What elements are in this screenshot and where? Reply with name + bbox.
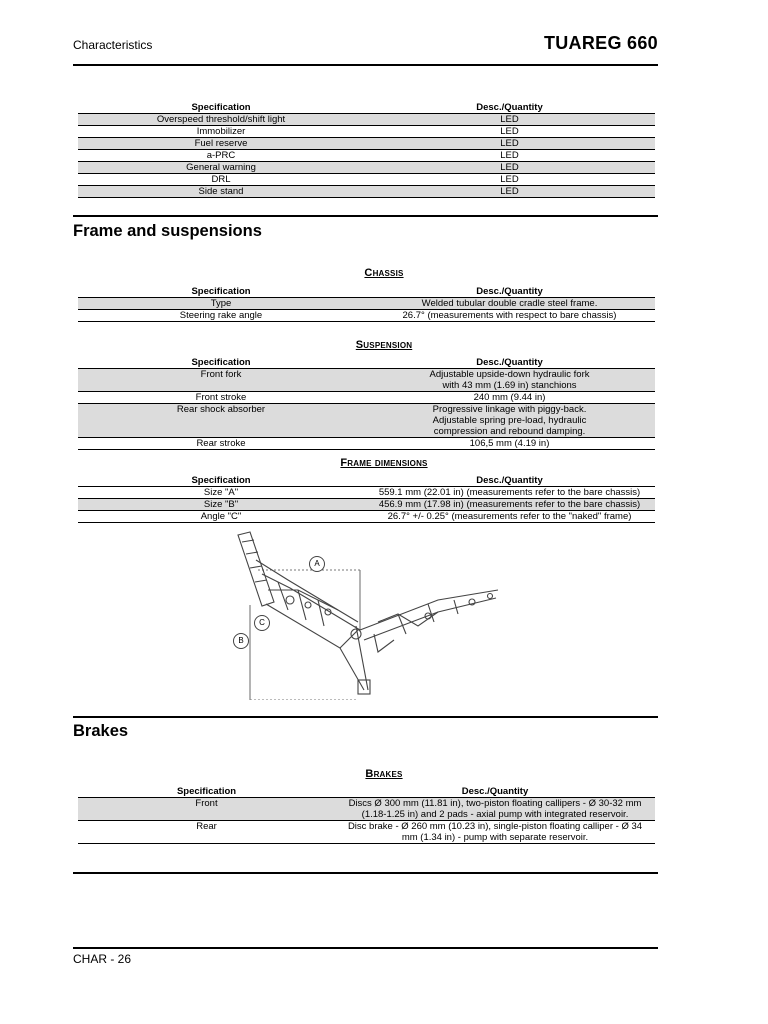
spec-cell: Rear bbox=[196, 821, 217, 832]
brakes-spec-table bbox=[78, 784, 655, 844]
desc-cell bbox=[335, 798, 655, 821]
desc-cell bbox=[335, 821, 655, 844]
spec-cell: Front stroke bbox=[195, 392, 247, 403]
col-header-desc: Desc./Quantity bbox=[476, 475, 543, 486]
desc-cell: 26.7° +/- 0.25° (measurements refer to the "naked" frame) bbox=[387, 511, 632, 522]
desc-cell: Progressive linkage with piggy-back. Adjustable spring pre-load, hydraulic compression and rebound damping. bbox=[364, 404, 655, 438]
col-header-desc: Desc./Quantity bbox=[476, 102, 543, 113]
desc-cell: LED bbox=[364, 138, 655, 150]
table-row bbox=[78, 138, 655, 150]
desc-cell: LED bbox=[364, 114, 655, 126]
col-header-desc: Desc./Quantity bbox=[461, 786, 529, 797]
spec-cell: Front fork bbox=[78, 369, 364, 392]
spec-cell: Steering rake angle bbox=[179, 310, 263, 321]
table-row bbox=[78, 392, 655, 404]
lights-spec-table bbox=[78, 100, 655, 198]
col-header-desc: Desc./Quantity bbox=[476, 286, 543, 297]
spec-cell: Rear shock absorber bbox=[78, 404, 364, 438]
dimensions-subtitle: Frame dimensions bbox=[340, 457, 428, 469]
header-divider bbox=[73, 64, 658, 66]
suspension-spec-table bbox=[78, 355, 655, 450]
footer-divider bbox=[73, 947, 658, 949]
col-header-desc: Desc./Quantity bbox=[476, 357, 543, 368]
desc-cell: 26.7° (measurements with respect to bare chassis) bbox=[402, 310, 617, 321]
brakes-section-heading: Brakes bbox=[73, 722, 129, 740]
desc-cell: 559.1 mm (22.01 in) (measurements refer to the bare chassis) bbox=[378, 487, 641, 498]
dimension-label-b: B bbox=[233, 633, 249, 649]
section-divider bbox=[73, 872, 658, 874]
table-row bbox=[78, 298, 655, 310]
desc-cell-text: Discs Ø 300 mm (11.81 in), two-piston floating callipers - Ø 30-32 mm (1.18-1.25 in) and 2 pads - axial pump with integrated reservoir. bbox=[348, 798, 642, 820]
table-row bbox=[78, 511, 655, 523]
dimension-label-c: C bbox=[254, 615, 270, 631]
desc-cell: LED bbox=[364, 162, 655, 174]
col-header-spec: Specification bbox=[191, 286, 251, 297]
frame-diagram bbox=[228, 530, 508, 700]
section-divider bbox=[73, 215, 658, 217]
table-row bbox=[78, 487, 655, 499]
dimensions-spec-table bbox=[78, 473, 655, 523]
desc-cell: LED bbox=[500, 126, 519, 137]
spec-cell: Side stand bbox=[78, 186, 364, 198]
suspension-subtitle: Suspension bbox=[355, 339, 413, 351]
col-header-spec: Specification bbox=[191, 102, 251, 113]
brakes-subtitle: Brakes bbox=[365, 768, 403, 780]
chassis-spec-table bbox=[78, 284, 655, 322]
desc-cell: 456.9 mm (17.98 in) (measurements refer to the bare chassis) bbox=[364, 499, 655, 511]
header-model-title: TUAREG 660 bbox=[543, 33, 658, 53]
spec-cell: Rear stroke bbox=[196, 438, 246, 449]
frame-section-heading: Frame and suspensions bbox=[73, 222, 262, 240]
table-row bbox=[78, 114, 655, 126]
table-row bbox=[78, 499, 655, 511]
col-header-spec: Specification bbox=[191, 357, 251, 368]
table-row bbox=[78, 404, 655, 438]
table-row bbox=[78, 798, 655, 821]
spec-cell: Immobilizer bbox=[196, 126, 246, 137]
table-row bbox=[78, 821, 655, 844]
table-row bbox=[78, 126, 655, 138]
table-row bbox=[78, 174, 655, 186]
chassis-subtitle: Chassis bbox=[364, 267, 404, 279]
spec-cell: Angle "C" bbox=[200, 511, 242, 522]
col-header-spec: Specification bbox=[191, 475, 251, 486]
spec-cell: Type bbox=[78, 298, 364, 310]
section-divider bbox=[73, 716, 658, 718]
table-row bbox=[78, 162, 655, 174]
desc-cell: 106,5 mm (4.19 in) bbox=[469, 438, 550, 449]
desc-cell: LED bbox=[500, 150, 519, 161]
table-row bbox=[78, 186, 655, 198]
table-row bbox=[78, 310, 655, 322]
desc-cell-text: Disc brake - Ø 260 mm (10.23 in), single-piston floating calliper - Ø 34 mm (1.34 in) - pump with separate reservoir. bbox=[347, 821, 643, 843]
spec-cell: Size "A" bbox=[203, 487, 239, 498]
table-row bbox=[78, 438, 655, 450]
spec-cell: Front bbox=[78, 798, 335, 821]
desc-cell: LED bbox=[500, 174, 519, 185]
spec-cell: Size "B" bbox=[78, 499, 364, 511]
spec-cell: General warning bbox=[78, 162, 364, 174]
page-number: CHAR - 26 bbox=[73, 952, 132, 966]
spec-cell: DRL bbox=[211, 174, 231, 185]
spec-cell: Fuel reserve bbox=[78, 138, 364, 150]
desc-cell: Welded tubular double cradle steel frame. bbox=[364, 298, 655, 310]
header-section-title: Characteristics bbox=[73, 38, 153, 52]
spec-cell: Overspeed threshold/shift light bbox=[78, 114, 364, 126]
col-header-spec: Specification bbox=[176, 786, 237, 797]
dimension-label-a: A bbox=[309, 556, 325, 572]
desc-cell: 240 mm (9.44 in) bbox=[473, 392, 546, 403]
table-row bbox=[78, 369, 655, 392]
desc-cell: Adjustable upside-down hydraulic fork with 43 mm (1.69 in) stanchions bbox=[364, 369, 655, 392]
desc-cell: LED bbox=[364, 186, 655, 198]
table-row bbox=[78, 150, 655, 162]
spec-cell: a-PRC bbox=[206, 150, 236, 161]
